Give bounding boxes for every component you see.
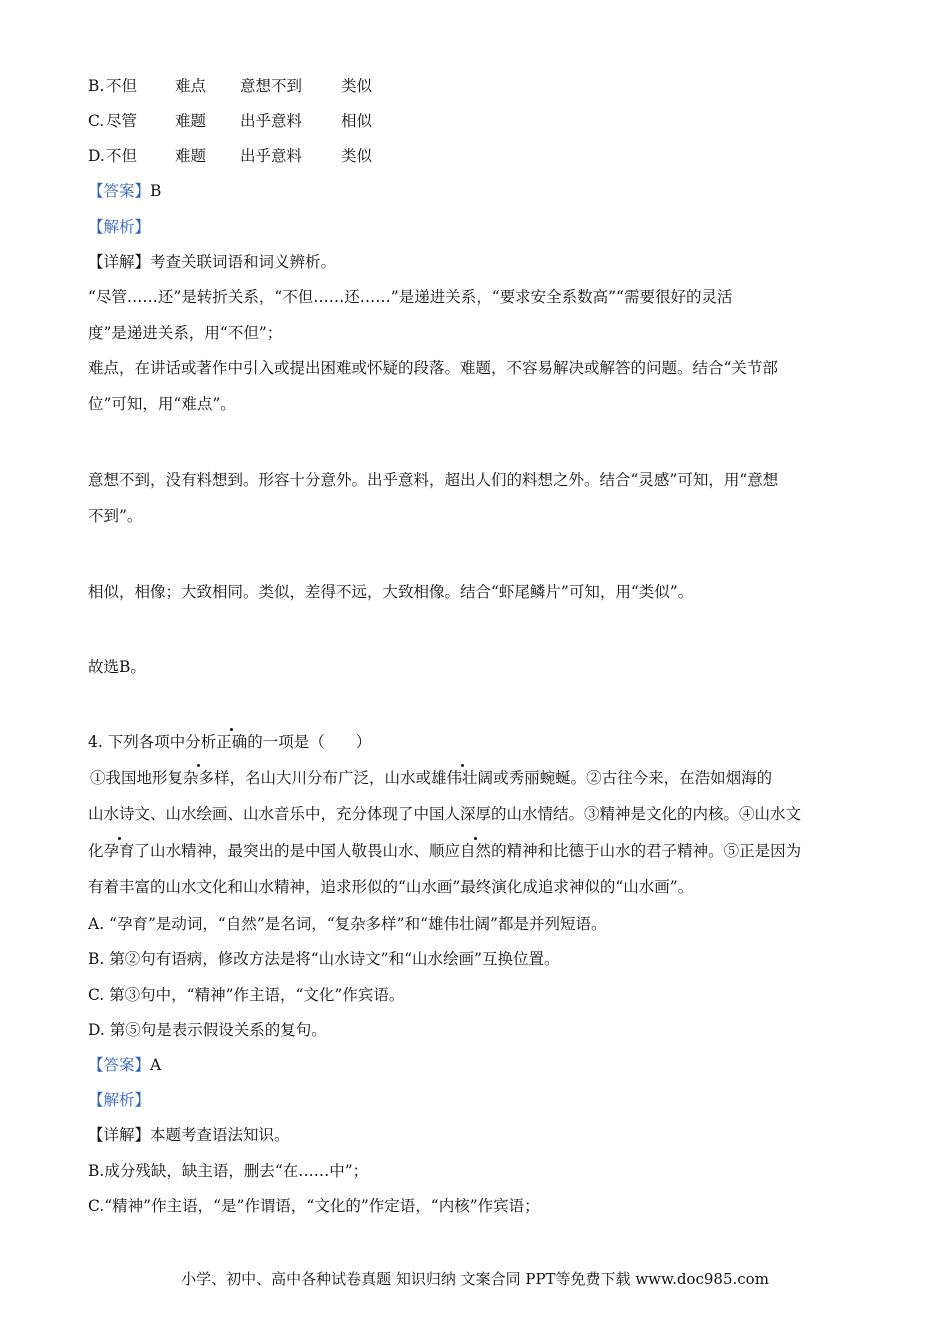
q3-para3-line1: 意想不到，没有料想到。形容十分意外。出乎意料，超出人们的料想之外。结合“灵感”可知，用“意想	[88, 471, 779, 489]
q3-detail: 【详解】考查关联词语和词义辨析。	[88, 253, 337, 271]
q4-stem: 4. 下列各项中分析正确的一项是（ ）	[88, 733, 372, 751]
q4-passage-line4: 有着丰富的山水文化和山水精神，追求形似的“山水画”最终演化成追求神似的“山水画”。	[88, 878, 694, 896]
q3-answer: 【答案】B	[88, 182, 162, 200]
q3-para1-line2: 度”是递进关系，用“不但”；	[88, 324, 283, 342]
page-footer: 小学、初中、高中各种试卷真题 知识归纳 文案合同 PPT等免费下载 www.doc985.com	[181, 1270, 769, 1288]
q3-analysis-tag: 【解析】	[88, 218, 151, 236]
q3-conclusion: 故选B。	[88, 658, 146, 676]
option-d: D. 不但 难题 出乎意料 类似	[88, 147, 373, 165]
q4-option-c: C. 第③句中，“精神”作主语，“文化”作宾语。	[88, 986, 405, 1004]
option-b: B. 不但 难点 意想不到 类似	[88, 77, 373, 95]
q4-detail: 【详解】本题考查语法知识。	[88, 1126, 290, 1144]
emphasis-dots: 正确	[216, 733, 248, 751]
q3-para3-line2: 不到”。	[88, 507, 143, 525]
q4-analysis-tag: 【解析】	[88, 1091, 151, 1109]
q4-option-b: B. 第②句有语病，修改方法是将“山水诗文”和“山水绘画”互换位置。	[88, 950, 560, 968]
q3-para4: 相似，相像；大致相同。类似，差得不远，大致相像。结合“虾尾鳞片”可知，用“类似”。	[88, 583, 694, 601]
q4-option-a: A. “孕育”是动词，“自然”是名词，“复杂多样”和“雄伟壮阔”都是并列短语。	[88, 915, 607, 933]
q3-para1-line1: “尽管……还”是转折关系，“不但……还……”是递进关系，“要求安全系数高”“需要很好的灵活	[88, 288, 733, 306]
q4-passage-line3: 化孕育了山水精神，最突出的是中国人敬畏山水、顺应自然的精神和比德于山水的君子精神。⑤正是因为	[88, 842, 802, 860]
q4-answer: 【答案】A	[88, 1056, 162, 1074]
q4-note-c: C.“精神”作主语，“是”作谓语，“文化的”作定语，“内核”作宾语；	[88, 1197, 540, 1215]
q3-para2-line2: 位”可知，用“难点”。	[88, 395, 236, 413]
q3-para2-line1: 难点，在讲话或著作中引入或提出困难或怀疑的段落。难题，不容易解决或解答的问题。结合“关节部	[88, 359, 778, 377]
q4-note-b: B.成分残缺，缺主语，删去“在……中”；	[88, 1162, 369, 1180]
option-c: C. 尽管 难题 出乎意料 相似	[88, 112, 373, 130]
q4-option-d: D. 第⑤句是表示假设关系的复句。	[88, 1021, 327, 1039]
q4-passage-line2: 山水诗文、山水绘画、山水音乐中，充分体现了中国人深厚的山水情结。③精神是文化的内核。④山水文	[88, 805, 802, 823]
q4-passage-line1: ①我国地形复杂多样，名山大川分布广泛，山水或雄伟壮阔或秀丽蜿蜒。②古往今来，在浩如烟海的	[90, 769, 773, 787]
